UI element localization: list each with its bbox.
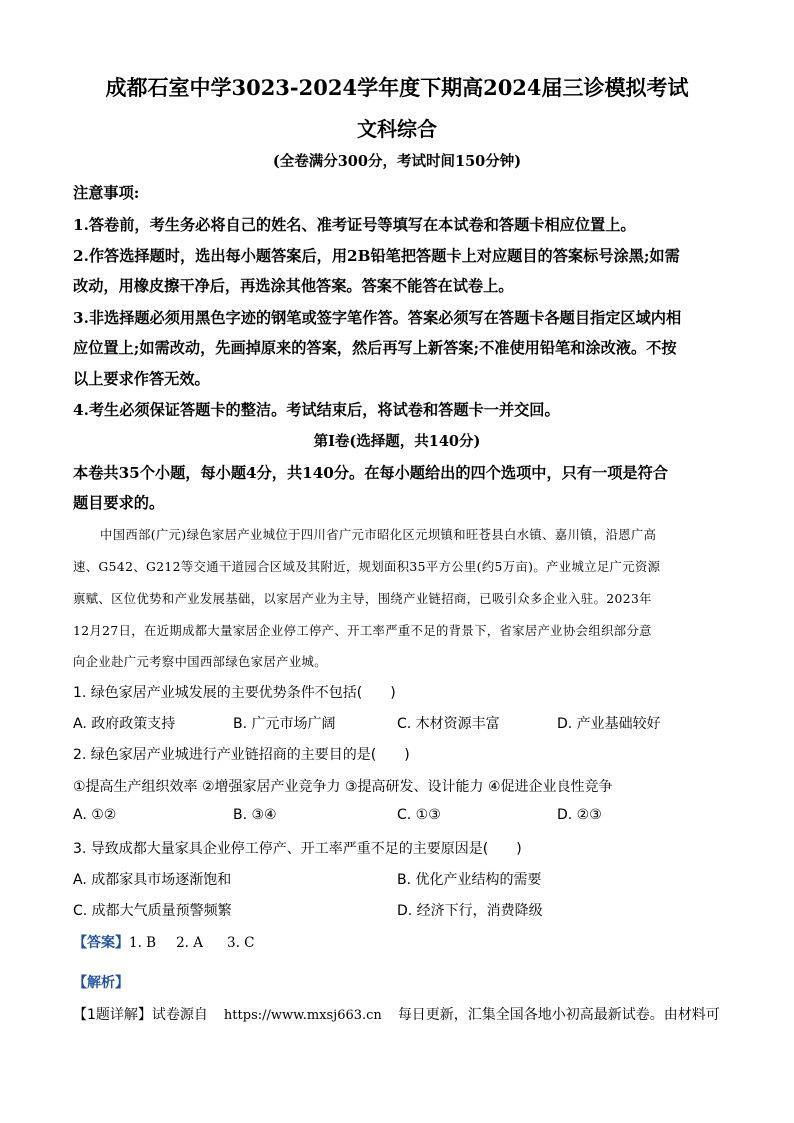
option-b: B. ③④: [233, 807, 277, 823]
notice-line: 1.答卷前，考生务必将自己的姓名、准考证号等填写在本试卷和答题卡相应位置上。: [73, 216, 636, 234]
option-b: B. 优化产业结构的需要: [397, 872, 542, 888]
option-d: D. 产业基础较好: [557, 716, 661, 732]
detail-text: 试卷源自: [151, 1007, 208, 1023]
option-c: C. ①③: [397, 807, 441, 823]
detail-label: 【1题详解】: [73, 1007, 152, 1023]
material-line: 向企业赴广元考察中国西部绿色家居产业城。: [73, 655, 327, 669]
option-a: A. 政府政策支持: [73, 716, 176, 732]
answer-line: [73, 932, 255, 952]
material-line: 禀赋、区位优势和产业发展基础，以家居产业为主导，围绕产业链招商，已吸引众多企业入驻。2023年: [73, 592, 652, 606]
question-stem: 2. 绿色家居产业城进行产业链招商的主要目的是( ): [73, 747, 410, 763]
analysis-label: 【解析】: [73, 975, 129, 991]
option-c: C. 木材资源丰富: [397, 716, 500, 732]
material-line: 12月27日，在近期成都大量家居企业停工停产、开工率严重不足的背景下，省家居产业协会组织部分意: [73, 624, 652, 638]
notice-line: 4.考生必须保证答题卡的整洁。考试结束后，将试卷和答题卡一并交回。: [73, 401, 560, 419]
question-stem: 3. 导致成都大量家具企业停工停产、开工率严重不足的主要原因是( ): [73, 841, 522, 857]
material-line: 速、G542、G212等交通干道园合区域及其附近，规划面积35平方公里(约5万亩)。产业城立足广元资源: [73, 560, 661, 574]
section-intro-line: 题目要求的。: [73, 494, 165, 512]
score-note: (全卷满分300分，考试时间150分钟): [272, 153, 522, 170]
notice-line: 3.非选择题必须用黑色字迹的钢笔或签字笔作答。答案必须写在答题卡各题目指定区域内相: [73, 309, 682, 327]
section-heading: 第I卷(选择题，共140分): [313, 433, 481, 450]
source-link[interactable]: https://www.mxsj663.cn: [223, 1008, 382, 1023]
option-d: D. 经济下行，消费降级: [397, 903, 543, 919]
question-stem: 1. 绿色家居产业城发展的主要优势条件不包括( ): [73, 685, 396, 701]
notice-line: 改动，用橡皮擦干净后，再选涂其他答案。答案不能答在试卷上。: [73, 277, 514, 295]
subject-title: 文科综合: [357, 117, 437, 141]
option-b: B. 广元市场广阔: [233, 716, 336, 732]
option-a: A. ①②: [73, 807, 117, 823]
notice-line: 应位置上;如需改动，先画掉原来的答案，然后再写上新答案;不准使用铅笔和涂改液。不按: [73, 339, 677, 357]
section-intro-line: 本卷共35个小题，每小题4分，共140分。在每小题给出的四个选项中，只有一项是符合: [73, 464, 668, 482]
analysis-detail-line: [73, 1004, 720, 1024]
answer-label: 【答案】: [73, 935, 129, 951]
answer-item: 2. A: [176, 935, 204, 951]
answer-item: 3. C: [227, 935, 255, 951]
option-d: D. ②③: [557, 807, 602, 823]
detail-text: 每日更新，汇集全国各地小初高最新试卷。由材料可: [397, 1007, 720, 1023]
notice-heading: 注意事项:: [73, 184, 140, 202]
question-items: ①提高生产组织效率 ②增强家居产业竞争力 ③提高研发、设计能力 ④促进企业良性竞争: [73, 779, 613, 795]
option-c: C. 成都大气质量预警频繁: [73, 903, 232, 919]
answer-item: 1. B: [129, 935, 157, 951]
material-line: 中国西部(广元)绿色家居产业城位于四川省广元市昭化区元坝镇和旺苍县白水镇、嘉川镇，沿恩广高: [100, 528, 657, 542]
notice-line: 2.作答选择题时，选出每小题答案后，用2B铅笔把答题卡上对应题目的答案标号涂黑;如需: [73, 247, 680, 265]
option-a: A. 成都家具市场逐渐饱和: [73, 872, 232, 888]
notice-line: 以上要求作答无效。: [73, 370, 210, 388]
exam-title: 成都石室中学3023-2024学年度下期高2024届三诊模拟考试: [105, 75, 689, 100]
